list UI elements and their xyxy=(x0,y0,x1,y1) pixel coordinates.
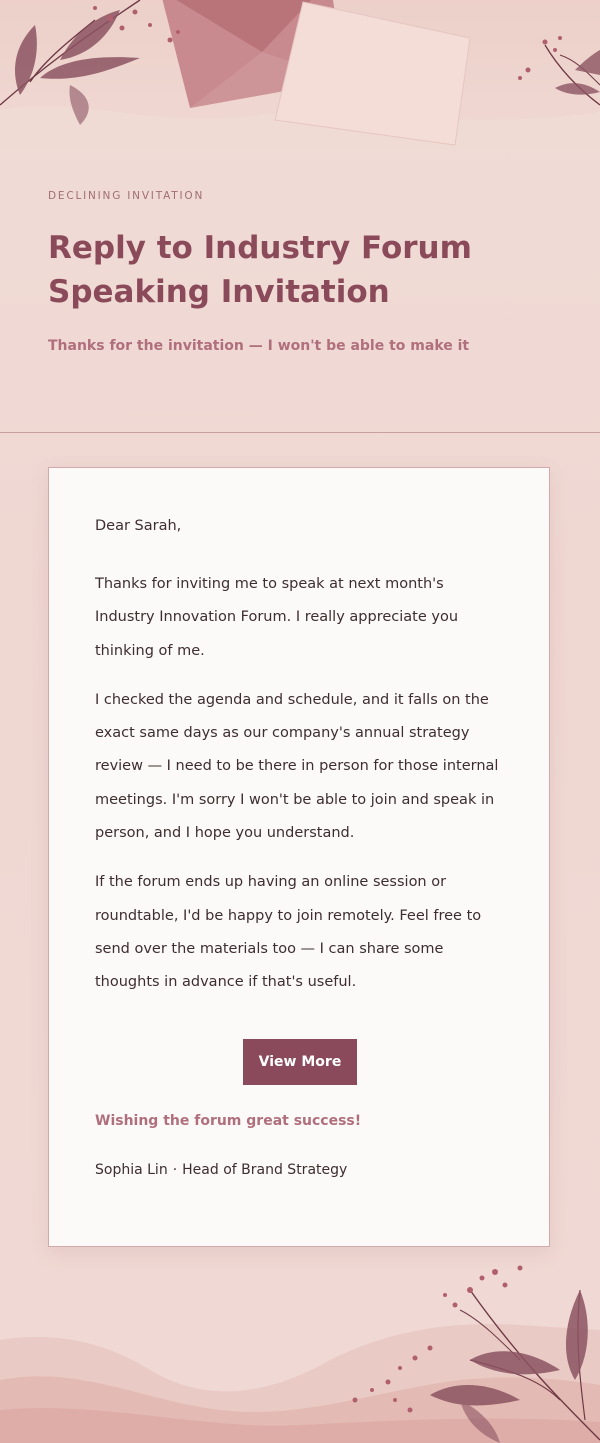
letter-card xyxy=(48,467,550,1247)
hero-illustration xyxy=(0,0,600,150)
email-header xyxy=(48,190,568,354)
card-illustration xyxy=(275,2,470,145)
page-subtitle: Thanks for the invitation — I won't be able to make it xyxy=(48,338,470,354)
page-title: Reply to Industry Forum Speaking Invitation xyxy=(48,230,472,310)
footer-art xyxy=(0,1250,600,1443)
signature-separator: · xyxy=(172,1162,178,1178)
letter-body xyxy=(95,514,507,1016)
footer-illustration xyxy=(0,1250,600,1443)
letter-greeting: Dear Sarah, xyxy=(95,518,182,534)
right-sprig-illustration xyxy=(518,36,600,105)
letter-paragraph: I checked the agenda and schedule, and it falls on the exact same days as our company's annual strategy review — I need to be there in person for those internal meetings. I'm sorry I won't be able to join and speak in person, and I hope you understand. xyxy=(95,691,499,842)
signature xyxy=(95,1162,347,1178)
letter-paragraph: Thanks for inviting me to speak at next month's Industry Innovation Forum. I really appreciate you thinking of me. xyxy=(95,576,459,659)
header-divider xyxy=(0,432,600,433)
eyebrow-label: DECLINING INVITATION xyxy=(48,190,205,202)
signature-name: Sophia Lin xyxy=(95,1162,168,1178)
letter-paragraph: If the forum ends up having an online session or roundtable, I'd be happy to join remotely. Feel free to send over the materials too — I can share some thoughts in advance if that's useful. xyxy=(95,874,482,991)
view-more-button[interactable]: View More xyxy=(243,1039,357,1085)
hero-art xyxy=(0,0,600,150)
signature-role: Head of Brand Strategy xyxy=(182,1162,348,1178)
letter-closing: Wishing the forum great success! xyxy=(95,1113,362,1129)
button-row xyxy=(49,1039,551,1085)
